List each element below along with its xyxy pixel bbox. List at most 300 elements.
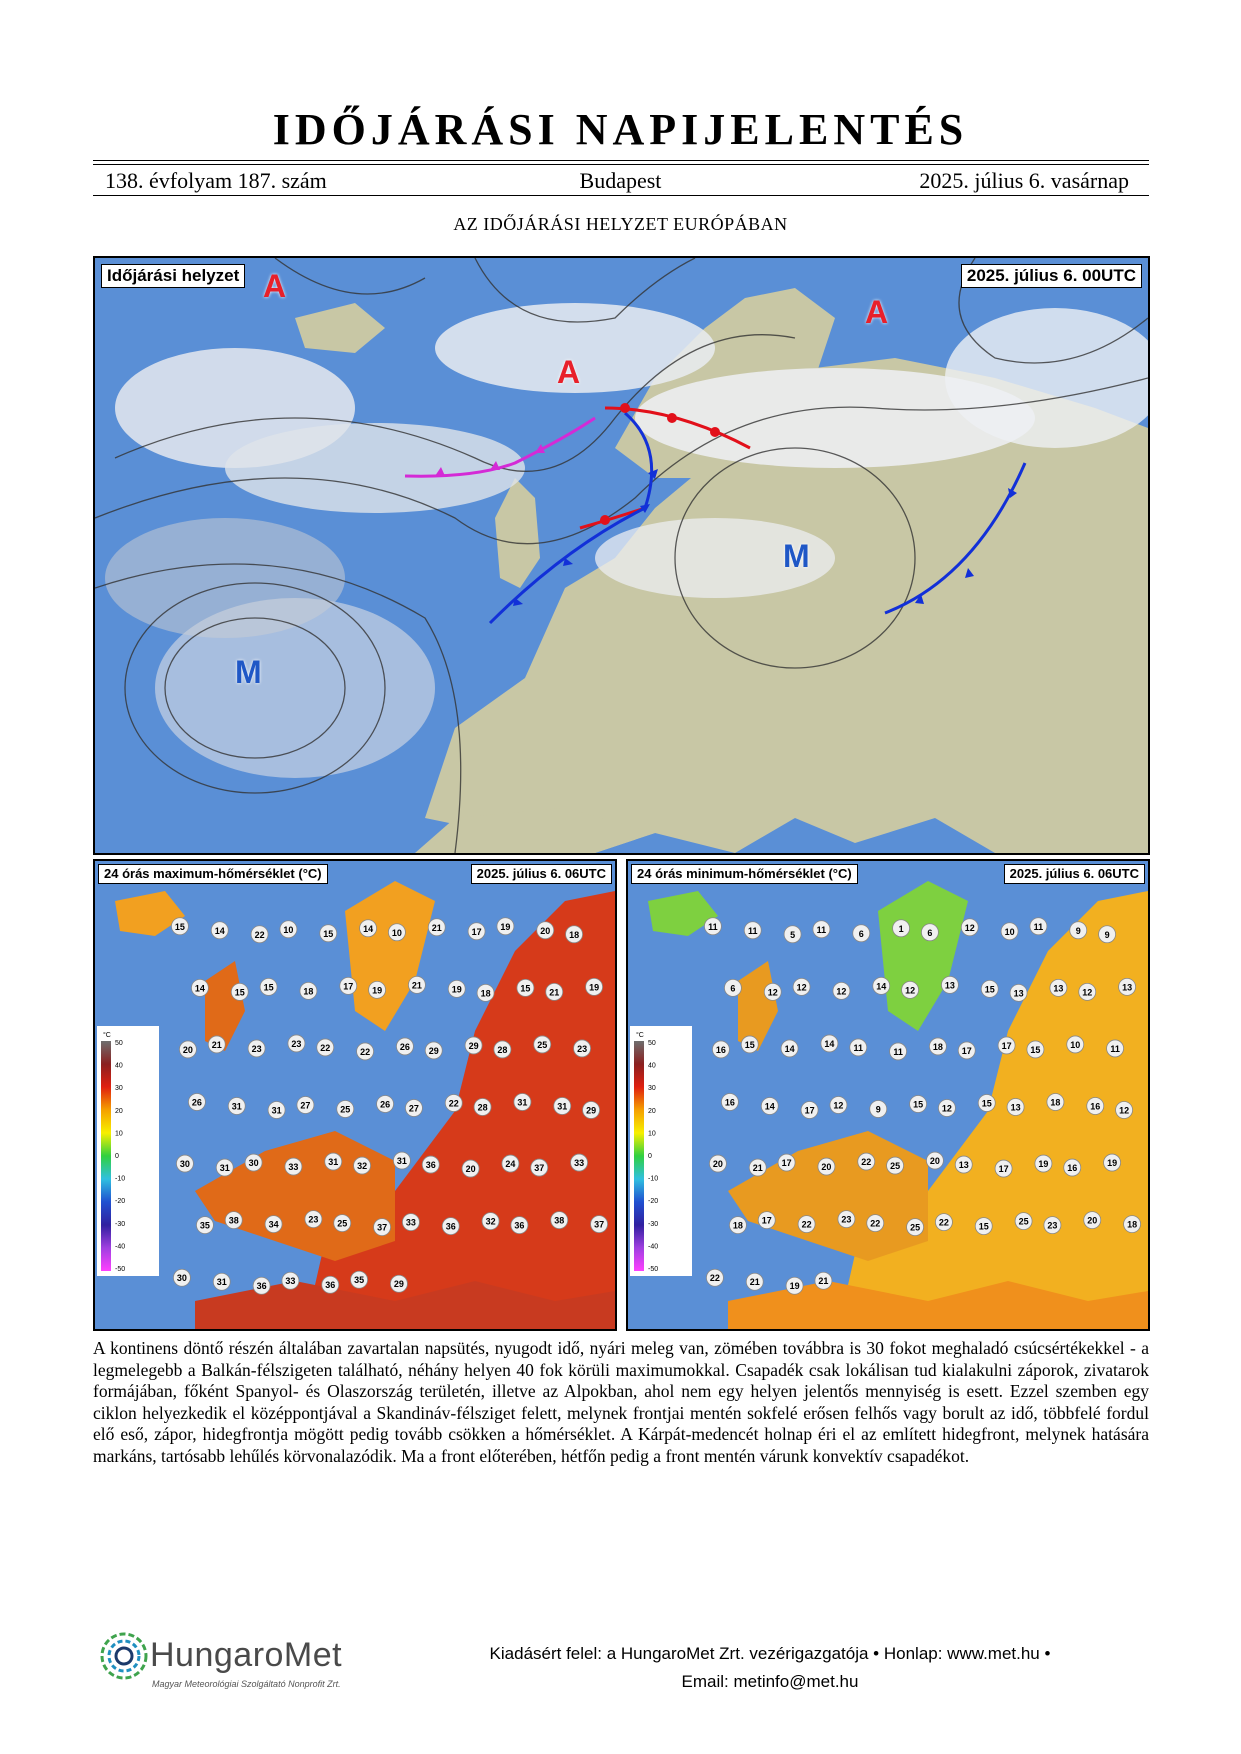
min-station-marker	[938, 1100, 955, 1117]
max-station-value: 37	[377, 1222, 388, 1233]
publication-city: Budapest	[579, 168, 662, 193]
max-temperature-map	[93, 859, 617, 1331]
max-station-marker	[474, 1099, 491, 1116]
max-station-marker	[211, 922, 228, 939]
max-station-marker	[408, 976, 425, 993]
min-station-value: 9	[1104, 929, 1110, 940]
max-station-marker	[337, 1101, 354, 1118]
max-station-marker	[377, 1096, 394, 1113]
max-station-value: 38	[228, 1215, 239, 1226]
min-temperature-map	[626, 859, 1150, 1331]
synoptic-map-timestamp: 2025. július 6. 00UTC	[961, 264, 1142, 288]
max-station-value: 10	[391, 927, 402, 938]
min-station-value: 17	[761, 1215, 772, 1226]
min-station-value: 19	[1107, 1158, 1118, 1169]
min-station-marker	[850, 1039, 867, 1056]
min-station-value: 12	[905, 985, 916, 996]
max-station-value: 36	[256, 1281, 267, 1292]
max-station-marker	[502, 1155, 519, 1172]
min-station-value: 13	[958, 1160, 969, 1171]
min-station-marker	[910, 1096, 927, 1113]
min-station-marker	[1050, 979, 1067, 996]
min-station-value: 12	[796, 982, 807, 993]
min-station-value: 20	[1087, 1215, 1098, 1226]
min-station-marker	[1010, 984, 1027, 1001]
max-station-value: 37	[534, 1163, 545, 1174]
max-station-marker	[531, 1159, 548, 1176]
max-scale-tick: 0	[115, 1153, 119, 1160]
max-station-marker	[280, 921, 297, 938]
max-station-marker	[468, 923, 485, 940]
min-station-marker	[853, 925, 870, 942]
min-station-value: 17	[1001, 1040, 1012, 1051]
max-station-marker	[173, 1269, 190, 1286]
high-pressure-label: A	[557, 354, 581, 390]
max-station-value: 31	[396, 1156, 407, 1167]
min-station-marker	[741, 1036, 758, 1053]
max-station-value: 22	[320, 1042, 331, 1053]
min-station-value: 6	[730, 983, 736, 994]
min-station-marker	[1047, 1094, 1064, 1111]
min-station-marker	[995, 1160, 1012, 1177]
min-station-value: 18	[732, 1220, 743, 1231]
max-station-marker	[265, 1216, 282, 1233]
max-station-marker	[176, 1155, 193, 1172]
min-station-marker	[818, 1158, 835, 1175]
max-station-value: 14	[214, 925, 225, 936]
max-station-marker	[445, 1095, 462, 1112]
min-station-marker	[958, 1042, 975, 1059]
min-station-marker	[890, 1043, 907, 1060]
header-rule-top-2	[93, 164, 1149, 165]
max-station-value: 21	[549, 987, 560, 998]
max-station-value: 21	[411, 980, 422, 991]
min-station-marker	[929, 1038, 946, 1055]
min-station-marker	[975, 1218, 992, 1235]
min-station-marker	[902, 981, 919, 998]
min-station-value: 15	[913, 1099, 924, 1110]
min-station-value: 21	[752, 1163, 763, 1174]
max-station-marker	[188, 1094, 205, 1111]
max-station-marker	[231, 983, 248, 1000]
min-station-value: 13	[1053, 983, 1064, 994]
min-station-value: 17	[998, 1164, 1009, 1175]
max-station-value: 38	[554, 1215, 565, 1226]
max-scale-tick: 20	[115, 1107, 123, 1115]
min-station-marker	[1079, 983, 1096, 1000]
min-station-value: 11	[853, 1042, 864, 1053]
min-station-marker	[815, 1272, 832, 1289]
min-station-marker	[1007, 1099, 1024, 1116]
min-station-value: 15	[744, 1039, 755, 1050]
max-station-marker	[305, 1211, 322, 1228]
min-station-value: 15	[1030, 1044, 1041, 1055]
min-station-marker	[926, 1152, 943, 1169]
max-scale-tick: 30	[115, 1085, 123, 1093]
max-station-value: 33	[285, 1276, 296, 1287]
max-station-marker	[179, 1041, 196, 1058]
max-station-value: 27	[300, 1100, 311, 1111]
max-station-value: 20	[540, 925, 551, 936]
footer-line-2: Email: metinfo@met.hu	[681, 1672, 859, 1691]
high-pressure-label: A	[865, 294, 889, 330]
max-station-value: 22	[448, 1098, 459, 1109]
max-station-value: 19	[372, 985, 383, 996]
max-station-marker	[191, 979, 208, 996]
max-station-marker	[317, 1039, 334, 1056]
max-station-marker	[462, 1160, 479, 1177]
min-station-marker	[821, 1035, 838, 1052]
max-station-marker	[325, 1153, 342, 1170]
min-station-value: 14	[784, 1043, 795, 1054]
min-station-value: 12	[1119, 1105, 1130, 1116]
min-station-value: 13	[944, 980, 955, 991]
min-station-value: 23	[841, 1214, 852, 1225]
max-station-value: 35	[199, 1220, 210, 1231]
min-station-value: 18	[932, 1041, 943, 1052]
max-station-marker	[574, 1040, 591, 1057]
max-station-marker	[268, 1102, 285, 1119]
max-station-value: 23	[308, 1214, 319, 1225]
min-station-marker	[758, 1212, 775, 1229]
min-station-value: 22	[709, 1273, 720, 1284]
min-station-marker	[786, 1277, 803, 1294]
max-station-marker	[442, 1218, 459, 1235]
min-station-marker	[1119, 978, 1136, 995]
min-map-label: 24 órás minimum-hőmérséklet (°C)	[631, 864, 858, 884]
max-station-value: 29	[468, 1040, 479, 1051]
min-station-value: 12	[964, 922, 975, 933]
max-station-value: 14	[363, 923, 374, 934]
high-pressure-label: A	[263, 268, 287, 304]
min-station-value: 12	[836, 986, 847, 997]
min-station-value: 16	[1067, 1163, 1078, 1174]
max-station-value: 29	[393, 1279, 404, 1290]
weather-summary-text: A kontinens döntő részén általában zavartalan napsütés, nyugodt idő, nyári meleg van, zömében továbbra is 30 fokot meghaladó csúcsértékekkel - a legmelegebb a Balkán-félszigeten található, néhány helyen 40 fok körüli maximumokkal. Csapadék csak lokálisan tud kialakulni záporok, zivatarok formájában, főként Spanyol- és Olaszország területén, illetve az Alpokban, ahol nem egy helyen jelentős mennyiség is esett. Ezzel szemben egy ciklon helyezkedik el középpontjával a Skandináv-félsziget felett, melynek frontjai mentén sokfelé erősen felhős vagy borult az idő, többfelé fordul elő eső, zápor, hidegfrontja mögött pedig tovább csökken a hőmérséklet. A Kárpát-medencét holnap éri el az említett hidegfront, melynek hatására markáns, tartósabb lehűlés körvonalazódik. Ma a front előterében, hétfőn pedig a front mentén várunk konvektív csapadékot.	[93, 1338, 1149, 1466]
min-station-value: 11	[708, 921, 718, 932]
max-scale-tick: 10	[115, 1130, 123, 1138]
max-station-value: 18	[303, 986, 314, 997]
max-station-marker	[422, 1156, 439, 1173]
max-station-value: 23	[251, 1043, 262, 1054]
volume-number: 138. évfolyam 187. szám	[105, 168, 327, 193]
max-station-marker	[448, 980, 465, 997]
min-station-value: 20	[821, 1162, 832, 1173]
max-station-value: 31	[216, 1277, 227, 1288]
max-station-value: 28	[477, 1102, 488, 1113]
max-scale-unit: °C	[103, 1032, 111, 1039]
max-station-value: 30	[248, 1158, 259, 1169]
max-station-marker	[517, 979, 534, 996]
min-station-marker	[830, 1097, 847, 1114]
max-station-value: 18	[480, 988, 491, 999]
max-station-marker	[591, 1216, 608, 1233]
min-station-marker	[798, 1216, 815, 1233]
max-station-value: 30	[176, 1273, 187, 1284]
min-station-value: 16	[1090, 1101, 1101, 1112]
min-station-marker	[961, 919, 978, 936]
min-station-marker	[744, 922, 761, 939]
max-station-marker	[228, 1098, 245, 1115]
max-station-marker	[245, 1154, 262, 1171]
max-station-value: 25	[340, 1104, 351, 1115]
max-station-marker	[216, 1159, 233, 1176]
max-station-value: 25	[337, 1218, 348, 1229]
max-station-value: 17	[471, 926, 482, 937]
max-station-value: 20	[182, 1044, 193, 1055]
max-station-marker	[514, 1094, 531, 1111]
max-station-marker	[320, 925, 337, 942]
min-station-marker	[873, 977, 890, 994]
min-station-value: 22	[861, 1157, 872, 1168]
max-station-value: 21	[431, 922, 442, 933]
min-station-value: 13	[1010, 1102, 1021, 1113]
min-station-value: 12	[1082, 987, 1093, 998]
min-station-marker	[893, 920, 910, 937]
min-station-value: 11	[1110, 1043, 1120, 1054]
min-station-marker	[1124, 1216, 1141, 1233]
min-station-marker	[1035, 1155, 1052, 1172]
max-station-value: 26	[380, 1099, 391, 1110]
max-station-value: 28	[497, 1044, 508, 1055]
max-station-marker	[551, 1212, 568, 1229]
report-title: IDŐJÁRÁSI NAPIJELENTÉS	[272, 105, 969, 154]
max-station-marker	[390, 1275, 407, 1292]
min-station-value: 11	[1033, 921, 1044, 932]
min-station-value: 9	[875, 1104, 881, 1115]
min-station-value: 12	[941, 1103, 952, 1114]
min-station-value: 15	[981, 1098, 992, 1109]
max-station-value: 32	[485, 1216, 496, 1227]
header-rule-bottom	[93, 195, 1149, 196]
logo-wordmark: HungaroMet	[150, 1636, 343, 1674]
max-station-marker	[288, 1035, 305, 1052]
min-station-marker	[712, 1041, 729, 1058]
max-station-value: 22	[360, 1046, 371, 1057]
min-station-marker	[704, 918, 721, 935]
min-station-marker	[1070, 922, 1087, 939]
min-station-value: 22	[938, 1217, 949, 1228]
min-station-value: 9	[1075, 925, 1081, 936]
min-station-marker	[1116, 1102, 1133, 1119]
min-station-marker	[749, 1159, 766, 1176]
min-station-value: 17	[804, 1105, 815, 1116]
min-station-marker	[721, 1094, 738, 1111]
min-station-value: 16	[724, 1097, 735, 1108]
min-station-value: 16	[715, 1044, 726, 1055]
min-station-marker	[955, 1156, 972, 1173]
min-station-marker	[706, 1269, 723, 1286]
max-map-timestamp: 2025. július 6. 06UTC	[471, 864, 612, 884]
min-scale-tick: -10	[648, 1175, 659, 1183]
max-station-value: 33	[405, 1217, 416, 1228]
min-station-marker	[941, 976, 958, 993]
max-station-value: 37	[594, 1219, 605, 1230]
min-station-value: 20	[712, 1159, 723, 1170]
min-scale-tick: 20	[648, 1107, 656, 1115]
min-scale-tick: -40	[648, 1243, 659, 1251]
max-station-marker	[388, 924, 405, 941]
max-station-value: 15	[234, 987, 245, 998]
min-station-value: 17	[961, 1045, 972, 1056]
max-station-marker	[482, 1213, 499, 1230]
max-station-marker	[300, 982, 317, 999]
max-station-marker	[566, 926, 583, 943]
min-station-value: 11	[816, 924, 827, 935]
min-station-marker	[1087, 1098, 1104, 1115]
max-scale-tick: -10	[115, 1175, 126, 1183]
max-station-value: 36	[514, 1220, 525, 1231]
min-station-marker	[801, 1102, 818, 1119]
max-station-value: 31	[231, 1101, 242, 1112]
min-station-marker	[1104, 1154, 1121, 1171]
max-station-marker	[405, 1100, 422, 1117]
max-station-value: 34	[268, 1219, 279, 1230]
min-station-marker	[1001, 923, 1018, 940]
max-station-marker	[248, 1040, 265, 1057]
footer-publisher	[445, 1640, 1095, 1696]
max-station-value: 15	[520, 983, 531, 994]
max-station-value: 23	[577, 1043, 588, 1054]
max-station-marker	[322, 1276, 339, 1293]
max-station-value: 31	[328, 1157, 339, 1168]
min-station-marker	[746, 1273, 763, 1290]
max-station-value: 15	[323, 928, 334, 939]
min-station-value: 25	[890, 1161, 901, 1172]
min-station-value: 21	[749, 1277, 760, 1288]
min-station-value: 5	[790, 929, 796, 940]
min-station-value: 18	[1127, 1219, 1138, 1230]
max-station-marker	[171, 918, 188, 935]
max-station-value: 36	[445, 1221, 456, 1232]
min-station-marker	[1030, 918, 1047, 935]
min-scale-tick: -50	[648, 1266, 659, 1273]
min-scale-tick: -20	[648, 1198, 659, 1206]
max-station-value: 35	[354, 1275, 365, 1286]
min-station-value: 11	[747, 925, 758, 936]
max-station-marker	[196, 1217, 213, 1234]
max-station-value: 27	[408, 1103, 419, 1114]
min-station-value: 10	[1070, 1039, 1081, 1050]
min-station-marker	[1015, 1213, 1032, 1230]
synoptic-map	[93, 256, 1150, 855]
min-station-marker	[1107, 1040, 1124, 1057]
max-station-value: 36	[325, 1280, 336, 1291]
max-station-marker	[546, 983, 563, 1000]
max-scale-tick: -20	[115, 1198, 126, 1206]
min-scale-tick: 40	[648, 1062, 656, 1070]
min-station-value: 14	[764, 1101, 775, 1112]
min-station-marker	[838, 1211, 855, 1228]
max-map-label: 24 órás maximum-hőmérséklet (°C)	[98, 864, 328, 884]
max-station-value: 19	[451, 984, 462, 995]
min-scale-tick: 0	[648, 1153, 652, 1160]
max-station-value: 20	[465, 1164, 476, 1175]
min-station-value: 6	[858, 928, 864, 939]
max-station-marker	[393, 1152, 410, 1169]
min-station-marker	[867, 1215, 884, 1232]
max-station-value: 32	[357, 1161, 368, 1172]
footer-line-1: Kiadásért felel: a HungaroMet Zrt. vezérigazgatója • Honlap: www.met.hu •	[489, 1644, 1051, 1663]
min-scale-tick: -30	[648, 1220, 659, 1228]
min-station-value: 14	[876, 981, 887, 992]
max-station-value: 22	[254, 929, 265, 940]
min-station-value: 25	[1018, 1216, 1029, 1227]
min-station-value: 15	[978, 1221, 989, 1232]
min-station-value: 22	[870, 1218, 881, 1229]
min-station-marker	[907, 1219, 924, 1236]
min-station-marker	[1044, 1217, 1061, 1234]
max-scale-tick: -50	[115, 1266, 126, 1273]
min-station-value: 14	[824, 1038, 835, 1049]
max-station-value: 23	[291, 1038, 302, 1049]
max-station-value: 17	[343, 981, 354, 992]
max-station-value: 15	[263, 982, 274, 993]
max-station-value: 25	[537, 1039, 548, 1050]
max-station-marker	[477, 984, 494, 1001]
min-station-marker	[1064, 1159, 1081, 1176]
max-station-marker	[425, 1042, 442, 1059]
max-station-value: 18	[569, 929, 580, 940]
max-station-value: 30	[179, 1159, 190, 1170]
max-station-marker	[396, 1038, 413, 1055]
max-station-marker	[213, 1273, 230, 1290]
min-scale-unit: °C	[636, 1032, 644, 1039]
min-station-value: 12	[767, 987, 778, 998]
max-color-scale	[101, 1041, 111, 1271]
min-station-marker	[1084, 1212, 1101, 1229]
max-station-value: 29	[428, 1045, 439, 1056]
min-scale-tick: 30	[648, 1085, 656, 1093]
min-station-value: 19	[789, 1281, 800, 1292]
low-pressure-label: M	[783, 538, 810, 574]
min-station-value: 20	[929, 1156, 940, 1167]
max-station-marker	[225, 1212, 242, 1229]
min-station-value: 6	[927, 927, 933, 938]
max-station-marker	[360, 920, 377, 937]
min-station-marker	[793, 978, 810, 995]
min-station-value: 22	[801, 1219, 812, 1230]
max-station-value: 29	[586, 1105, 597, 1116]
weather-summary	[93, 1338, 1149, 1467]
max-station-value: 26	[191, 1097, 202, 1108]
max-station-marker	[511, 1217, 528, 1234]
max-scale-tick: -40	[115, 1243, 126, 1251]
min-station-marker	[978, 1095, 995, 1112]
max-station-value: 10	[283, 924, 294, 935]
max-station-marker	[297, 1097, 314, 1114]
max-scale-tick: -30	[115, 1220, 126, 1228]
min-station-marker	[729, 1217, 746, 1234]
max-station-value: 14	[194, 983, 205, 994]
max-station-marker	[208, 1036, 225, 1053]
max-station-value: 19	[500, 921, 511, 932]
max-station-marker	[586, 978, 603, 995]
low-pressure-label: M	[235, 654, 262, 690]
min-station-value: 10	[1004, 926, 1015, 937]
min-station-value: 18	[1050, 1097, 1061, 1108]
min-station-value: 13	[1122, 982, 1133, 993]
max-station-value: 31	[557, 1101, 568, 1112]
max-station-value: 33	[288, 1162, 299, 1173]
max-station-marker	[354, 1157, 371, 1174]
min-station-marker	[781, 1040, 798, 1057]
max-station-marker	[374, 1219, 391, 1236]
min-station-value: 21	[818, 1276, 829, 1287]
min-station-value: 11	[893, 1046, 903, 1057]
publication-date: 2025. július 6. vasárnap	[919, 168, 1129, 193]
max-station-marker	[583, 1102, 600, 1119]
